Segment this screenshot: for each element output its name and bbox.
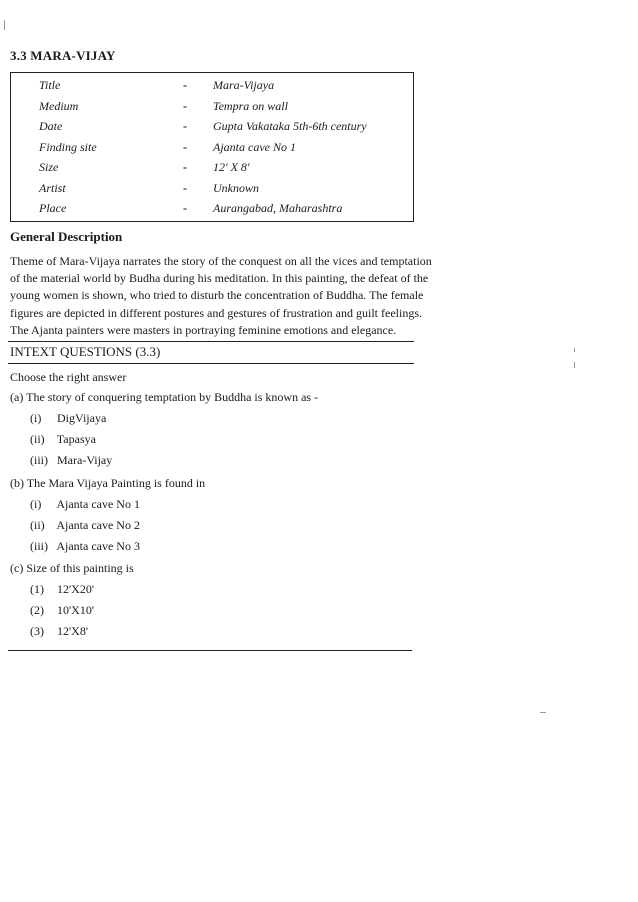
general-description-paragraph xyxy=(10,253,432,339)
info-label: Artist xyxy=(39,181,66,195)
option-text: 10'X10' xyxy=(57,603,94,617)
option-text: Ajanta cave No 1 xyxy=(56,497,140,511)
option xyxy=(30,624,88,639)
option-number: (ii) xyxy=(30,432,45,446)
option xyxy=(30,432,96,447)
info-label: Finding site xyxy=(39,140,97,154)
info-label: Date xyxy=(39,119,63,133)
option-number: (iii) xyxy=(30,453,48,467)
info-value: Aurangabad, Maharashtra xyxy=(213,201,343,215)
info-row-title xyxy=(11,78,413,98)
option xyxy=(30,497,140,512)
question-text: Size of this painting is xyxy=(26,561,134,575)
option xyxy=(30,603,94,618)
option-text: Ajanta cave No 2 xyxy=(56,518,140,532)
question-b xyxy=(10,476,205,491)
info-row-size xyxy=(11,160,413,180)
divider xyxy=(8,363,414,364)
info-value: Gupta Vakataka 5th-6th century xyxy=(213,119,367,133)
info-separator: - xyxy=(183,99,187,113)
info-separator: - xyxy=(183,160,187,174)
option-text: Tapasya xyxy=(56,432,96,446)
info-separator: - xyxy=(183,78,187,92)
info-label: Size xyxy=(39,160,59,174)
option-number: (iii) xyxy=(30,539,48,553)
section-heading: 3.3 MARA-VIJAY xyxy=(10,48,116,63)
question-a xyxy=(10,390,318,405)
option-number: (3) xyxy=(30,624,44,638)
option xyxy=(30,518,140,533)
question-text: The Mara Vijaya Painting is found in xyxy=(26,476,206,490)
info-value: 12' X 8' xyxy=(213,160,250,174)
scan-mark xyxy=(574,362,575,368)
scan-mark xyxy=(540,712,546,713)
option-text: 12'X20' xyxy=(57,582,94,596)
scan-mark xyxy=(574,348,575,352)
option xyxy=(30,582,94,597)
question-label: (a) xyxy=(10,390,24,404)
question-label: (b) xyxy=(10,476,24,490)
option xyxy=(30,453,112,468)
bottom-divider xyxy=(8,650,412,651)
option-number: (1) xyxy=(30,582,44,596)
info-separator: - xyxy=(183,201,187,215)
option-number: (2) xyxy=(30,603,44,617)
info-value: Mara-Vijaya xyxy=(213,78,275,92)
option-text: Mara-Vijay xyxy=(57,453,113,467)
question-text: The story of conquering temptation by Buddha is known as - xyxy=(26,390,319,404)
info-label: Title xyxy=(39,78,61,92)
info-value: Ajanta cave No 1 xyxy=(213,140,296,154)
info-row-date xyxy=(11,119,413,139)
info-row-medium xyxy=(11,99,413,119)
info-separator: - xyxy=(183,119,187,133)
question-c xyxy=(10,561,134,576)
info-separator: - xyxy=(183,140,187,154)
info-row-place xyxy=(11,201,413,221)
option-number: (i) xyxy=(30,411,42,425)
option-text: DigVijaya xyxy=(57,411,107,425)
intext-questions-heading: INTEXT QUESTIONS (3.3) xyxy=(10,344,161,359)
option xyxy=(30,411,106,426)
question-label: (c) xyxy=(10,561,24,575)
info-value: Tempra on wall xyxy=(213,99,288,113)
general-description-heading: General Description xyxy=(10,229,123,244)
info-label: Place xyxy=(39,201,67,215)
paragraph-line: Theme of Mara-Vijaya narrates the story of the conquest on all the vices and temptation xyxy=(10,254,432,268)
option-number: (ii) xyxy=(30,518,45,532)
scan-mark xyxy=(4,20,5,30)
paragraph-line: figures are depicted in different postures and gestures of frustration and guilt feelings. xyxy=(10,305,422,320)
divider xyxy=(8,341,414,342)
paragraph-line: young women is shown, who tried to disturb the concentration of Buddha. The female xyxy=(10,288,424,303)
info-separator: - xyxy=(183,181,187,195)
info-row-finding-site xyxy=(11,140,413,160)
paragraph-line: The Ajanta painters were masters in portraying feminine emotions and elegance. xyxy=(10,322,397,337)
instruction-text: Choose the right answer xyxy=(10,370,127,384)
option-text: Ajanta cave No 3 xyxy=(56,539,140,553)
artwork-info-table xyxy=(10,72,414,222)
paragraph-line: of the material world by Budha during his meditation. In this painting, the defeat of the xyxy=(10,271,429,286)
info-value: Unknown xyxy=(213,181,259,195)
option-number: (i) xyxy=(30,497,42,511)
option-text: 12'X8' xyxy=(57,624,88,638)
option xyxy=(30,539,140,554)
info-label: Medium xyxy=(39,99,79,113)
info-row-artist xyxy=(11,181,413,201)
